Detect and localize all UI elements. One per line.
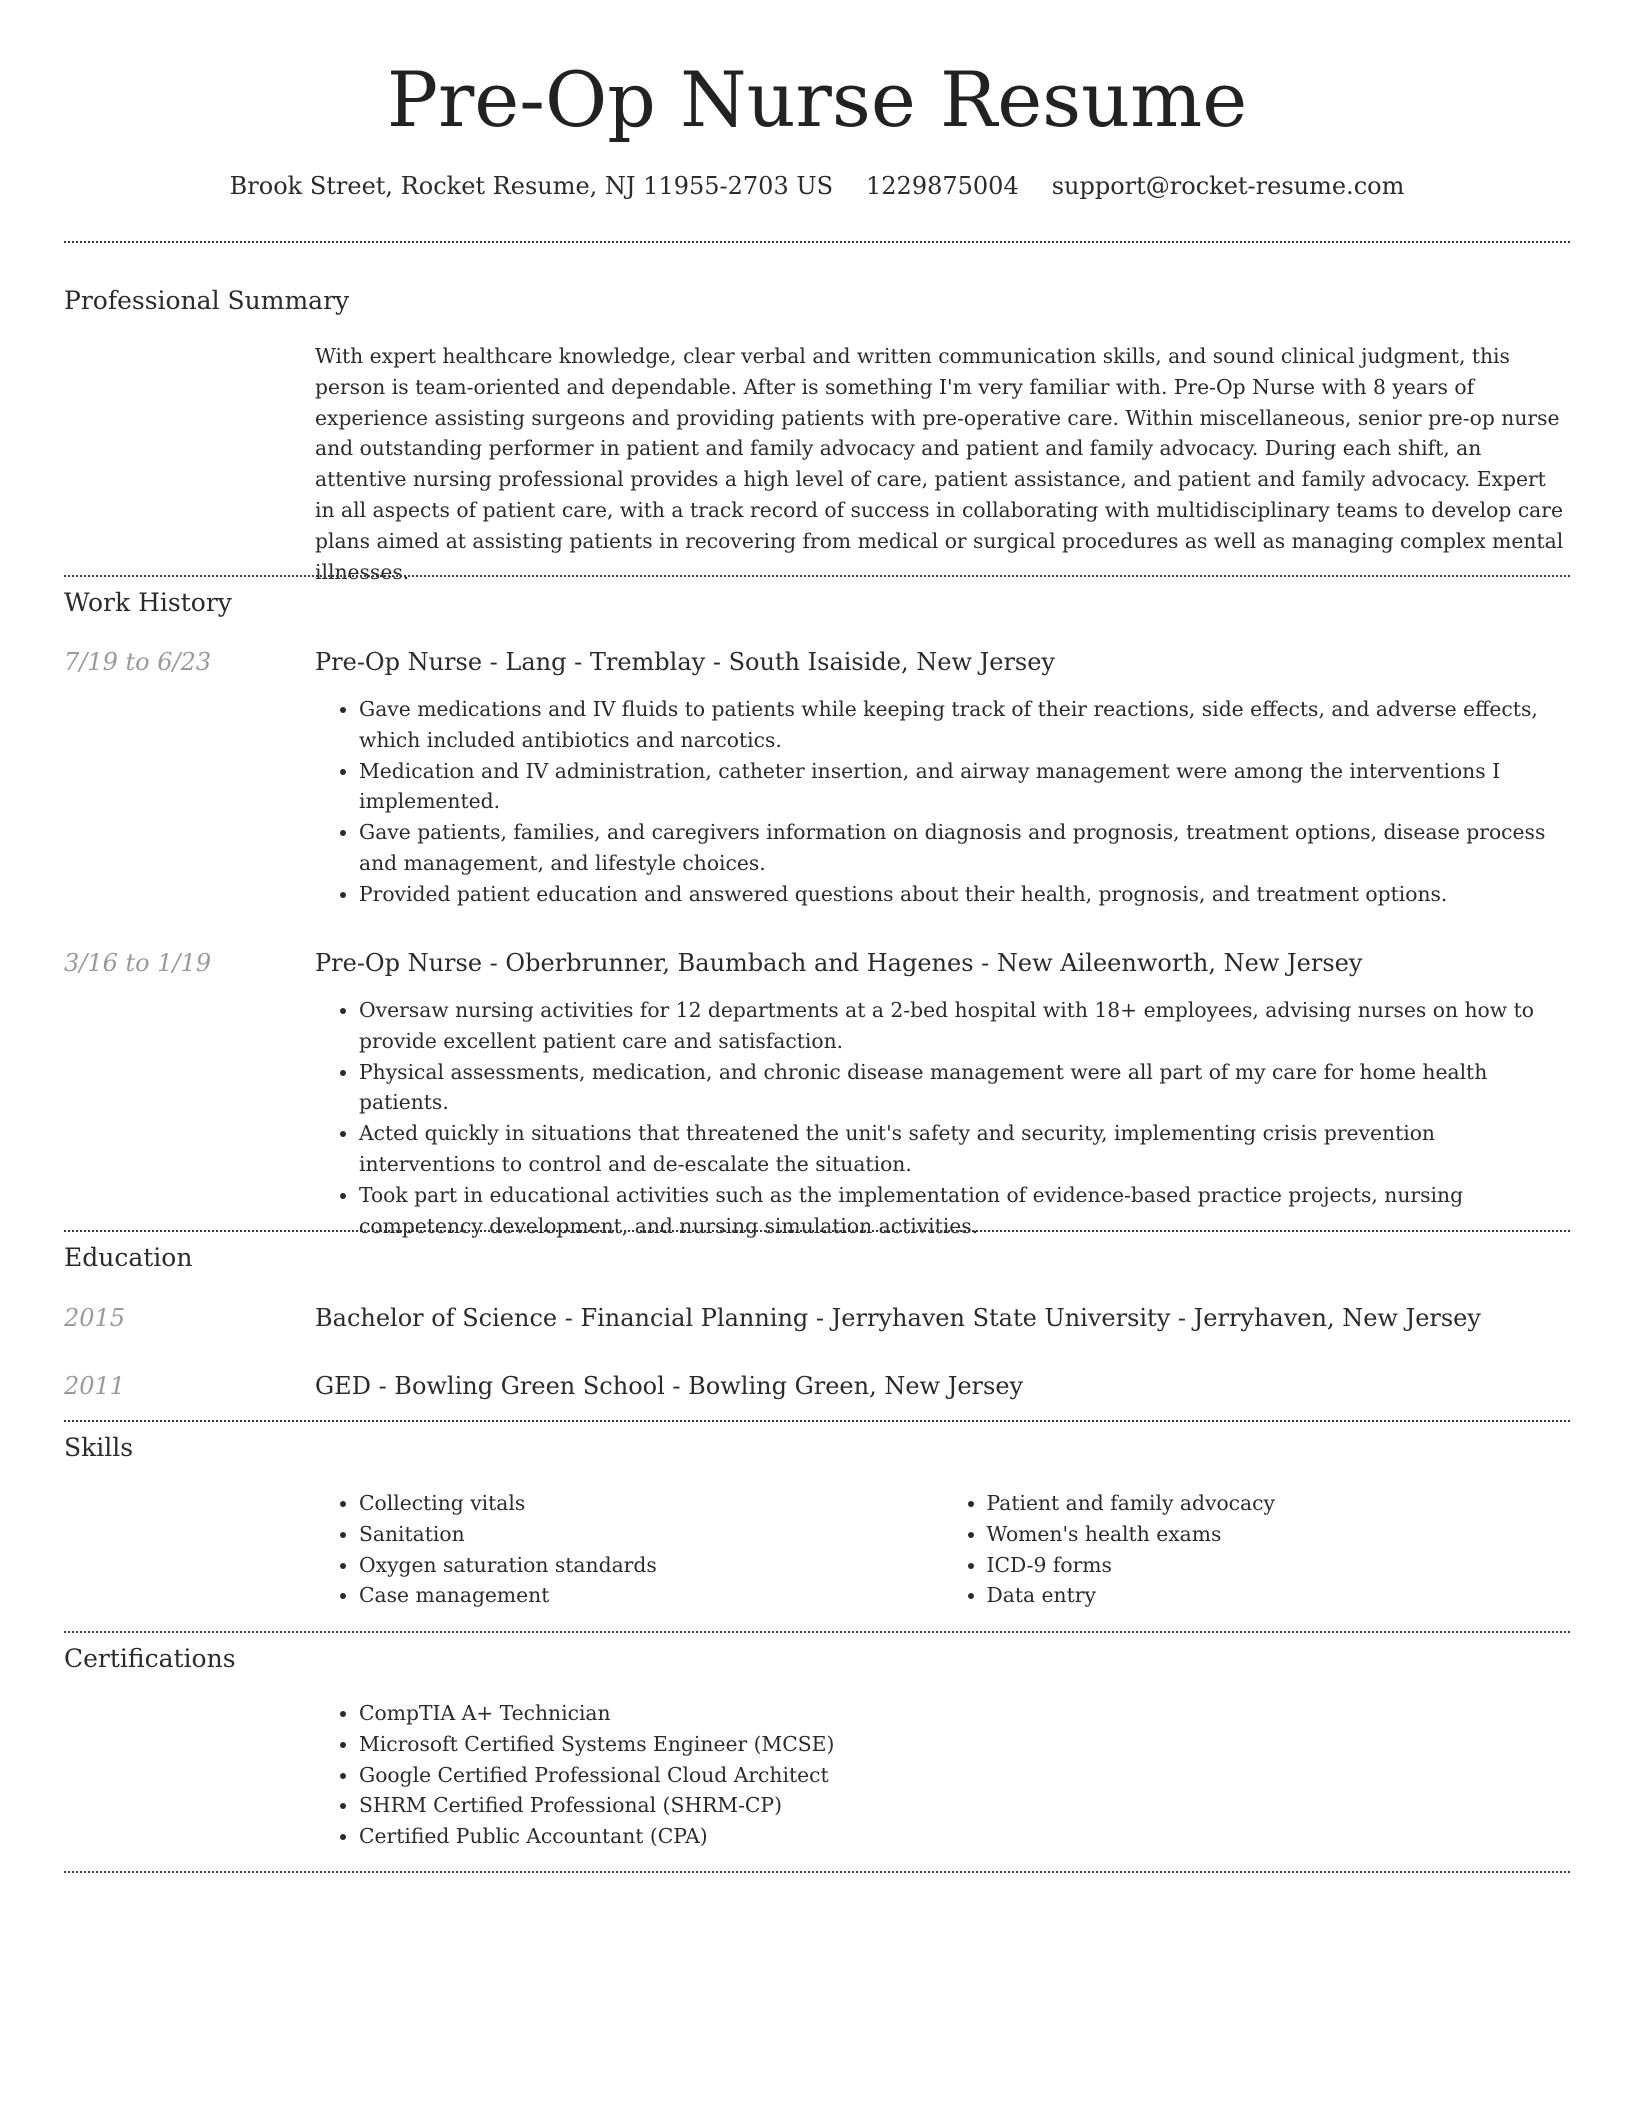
skill-item: • Case management bbox=[359, 1580, 943, 1611]
education-year: 2015 bbox=[64, 1304, 126, 1332]
skill-item: • Sanitation bbox=[359, 1519, 943, 1550]
job-bullets bbox=[315, 694, 1570, 910]
job-bullet: • Took part in educational activities such as the implementation of evidence-based practice projects, nursing competency development, and nursing simulation activities. bbox=[359, 1180, 1570, 1242]
section-title-skills: Skills bbox=[64, 1433, 134, 1462]
job-bullets bbox=[315, 995, 1570, 1241]
job-dates: 7/19 to 6/23 bbox=[64, 648, 212, 676]
section-divider bbox=[64, 1631, 1570, 1633]
education-year: 2011 bbox=[64, 1372, 126, 1400]
certifications-list bbox=[315, 1698, 1570, 1852]
skill-item: • Women's health exams bbox=[987, 1519, 1571, 1550]
job-bullet: • Gave patients, families, and caregivers information on diagnosis and prognosis, treatment options, disease process and management, and lifestyle choices. bbox=[359, 817, 1570, 879]
job-bullet: • Provided patient education and answered questions about their health, prognosis, and treatment options. bbox=[359, 879, 1570, 910]
certifications-block bbox=[315, 1698, 1570, 1852]
skills-grid bbox=[315, 1488, 1570, 1611]
job-entry bbox=[315, 947, 1570, 1241]
skills-column-1 bbox=[315, 1488, 943, 1611]
education-entry bbox=[315, 1302, 1570, 1334]
section-divider bbox=[64, 1871, 1570, 1873]
education-text: GED - Bowling Green School - Bowling Green, New Jersey bbox=[315, 1372, 1024, 1400]
certification-item: • Microsoft Certified Systems Engineer (MCSE) bbox=[359, 1729, 1570, 1760]
job-bullet: • Gave medications and IV fluids to patients while keeping track of their reactions, side effects, and adverse effects, which included antibiotics and narcotics. bbox=[359, 694, 1570, 756]
section-title-education: Education bbox=[64, 1243, 193, 1272]
summary-block bbox=[315, 341, 1570, 587]
contact-email: support@rocket-resume.com bbox=[1051, 172, 1405, 200]
section-divider bbox=[64, 575, 1570, 577]
skill-item: • Oxygen saturation standards bbox=[359, 1550, 943, 1581]
certification-item: • Google Certified Professional Cloud Architect bbox=[359, 1760, 1570, 1791]
section-title-work: Work History bbox=[64, 588, 232, 617]
job-bullet: • Acted quickly in situations that threatened the unit's safety and security, implementing crisis prevention interventions to control and de-escalate the situation. bbox=[359, 1118, 1570, 1180]
section-divider bbox=[64, 1420, 1570, 1422]
skill-item: • ICD-9 forms bbox=[987, 1550, 1571, 1581]
certification-item: • CompTIA A+ Technician bbox=[359, 1698, 1570, 1729]
job-dates: 3/16 to 1/19 bbox=[64, 949, 212, 977]
certification-item: • SHRM Certified Professional (SHRM-CP) bbox=[359, 1790, 1570, 1821]
job-title: Pre-Op Nurse - Oberbrunner, Baumbach and Hagenes - New Aileenworth, New Jersey bbox=[315, 949, 1363, 977]
contact-line bbox=[64, 170, 1570, 202]
skill-item: • Collecting vitals bbox=[359, 1488, 943, 1519]
section-divider bbox=[64, 1230, 1570, 1232]
job-bullet: • Oversaw nursing activities for 12 departments at a 2-bed hospital with 18+ employees, advising nurses on how to provide excellent patient care and satisfaction. bbox=[359, 995, 1570, 1057]
job-bullet: • Medication and IV administration, catheter insertion, and airway management were among the interventions I implemented. bbox=[359, 756, 1570, 818]
contact-phone: 1229875004 bbox=[866, 172, 1019, 200]
skill-item: • Data entry bbox=[987, 1580, 1571, 1611]
job-title: Pre-Op Nurse - Lang - Tremblay - South Isaiside, New Jersey bbox=[315, 648, 1055, 676]
section-divider bbox=[64, 241, 1570, 243]
summary-text: With expert healthcare knowledge, clear verbal and written communication skills, and sound clinical judgment, this person is team-oriented and dependable. After is something I'm very familiar with. Pre-Op Nurse with 8 years of experience assisting surgeons and providing patients with pre-operative care. Within miscellaneous, senior pre-op nurse and outstanding performer in patient and family advocacy and patient and family advocacy. During each shift, an attentive nursing professional provides a high level of care, patient assistance, and patient and family advocacy. Expert in all aspects of patient care, with a track record of success in collaborating with multidisciplinary teams to develop care plans aimed at assisting patients in recovering from medical or surgical procedures as well as managing complex mental illnesses. bbox=[315, 344, 1564, 584]
education-entry bbox=[315, 1370, 1570, 1402]
section-title-certifications: Certifications bbox=[64, 1644, 236, 1673]
skill-item: • Patient and family advocacy bbox=[987, 1488, 1571, 1519]
section-title-summary: Professional Summary bbox=[64, 286, 350, 315]
job-bullet: • Physical assessments, medication, and chronic disease management were all part of my care for home health patients. bbox=[359, 1057, 1570, 1119]
contact-address: Brook Street, Rocket Resume, NJ 11955-2703 US bbox=[229, 172, 834, 200]
skills-column-2 bbox=[943, 1488, 1571, 1611]
education-text: Bachelor of Science - Financial Planning - Jerryhaven State University - Jerryhaven, New Jersey bbox=[315, 1304, 1481, 1332]
skills-block bbox=[315, 1488, 1570, 1611]
job-entry bbox=[315, 646, 1570, 910]
page-title: Pre-Op Nurse Resume bbox=[386, 55, 1248, 144]
certification-item: • Certified Public Accountant (CPA) bbox=[359, 1821, 1570, 1852]
